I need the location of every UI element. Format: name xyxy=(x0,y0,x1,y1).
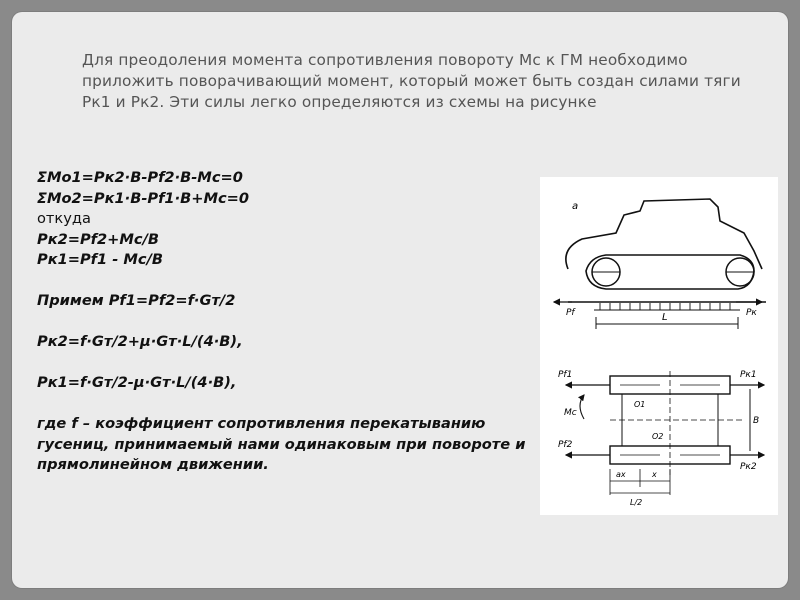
label-l: L xyxy=(662,312,668,323)
label-b: B xyxy=(753,416,760,426)
equation-moment-o1: ΣМо1=Рк2·В-Рf2·В-Мс=0 xyxy=(37,169,243,186)
label-x: x xyxy=(652,470,657,479)
label-o1: O1 xyxy=(634,400,646,409)
label-o2: O2 xyxy=(652,432,664,441)
formula-block xyxy=(37,168,537,476)
tank-turning-diagram xyxy=(540,177,778,515)
label-mc: Mc xyxy=(564,408,577,418)
label-pk2: Pк2 xyxy=(740,462,757,472)
top-view xyxy=(610,371,745,475)
equation-pk1: Рк1=Рf1 - Мс/В xyxy=(37,251,164,268)
diagram-svg xyxy=(540,177,778,515)
equation-moment-o2: ΣМо2=Рк1·В-Рf1·В+Мс=0 xyxy=(37,189,250,207)
word-whence: откуда xyxy=(37,210,91,227)
assumption-line: Примем Рf1=Рf2=f·Gт/2 xyxy=(37,292,236,309)
intro-paragraph: Для преодоления момента сопротивления повороту Мс к ГМ необходимо приложить поворачивающий момент, который может быть создан силами тяги Рк1 и Рк2. Эти силы легко определяются из схемы на рисунке xyxy=(82,51,741,111)
label-ax: ax xyxy=(616,470,626,479)
load-distribution-arrows xyxy=(594,303,740,310)
blank-line xyxy=(37,353,537,374)
label-half-l: L/2 xyxy=(630,498,643,507)
equation-pk2-expanded: Рк2=f·Gт/2+μ·Gт·L/(4·В), xyxy=(37,333,243,350)
blank-line xyxy=(37,271,537,292)
label-a: а xyxy=(572,201,579,212)
blank-line xyxy=(37,394,537,415)
label-pf: Pf xyxy=(566,308,575,318)
label-pf1: Pf1 xyxy=(558,370,573,380)
equation-pk2: Рк2=Рf2+Мс/В xyxy=(37,230,160,248)
equation-pk1-expanded: Рк1=f·Gт/2-μ·Gт·L/(4·В), xyxy=(37,374,237,391)
note-paragraph: где f – коэффициент сопротивления перекатыванию гусениц, принимаемый нами одинаковым при повороте и прямолинейном движении. xyxy=(37,415,526,473)
label-pk: Pк xyxy=(746,308,757,318)
slide xyxy=(12,12,788,588)
label-pf2: Pf2 xyxy=(558,440,573,450)
label-pk1: Pк1 xyxy=(740,370,757,380)
turning-moment-arrow xyxy=(580,395,584,419)
blank-line xyxy=(37,312,537,333)
